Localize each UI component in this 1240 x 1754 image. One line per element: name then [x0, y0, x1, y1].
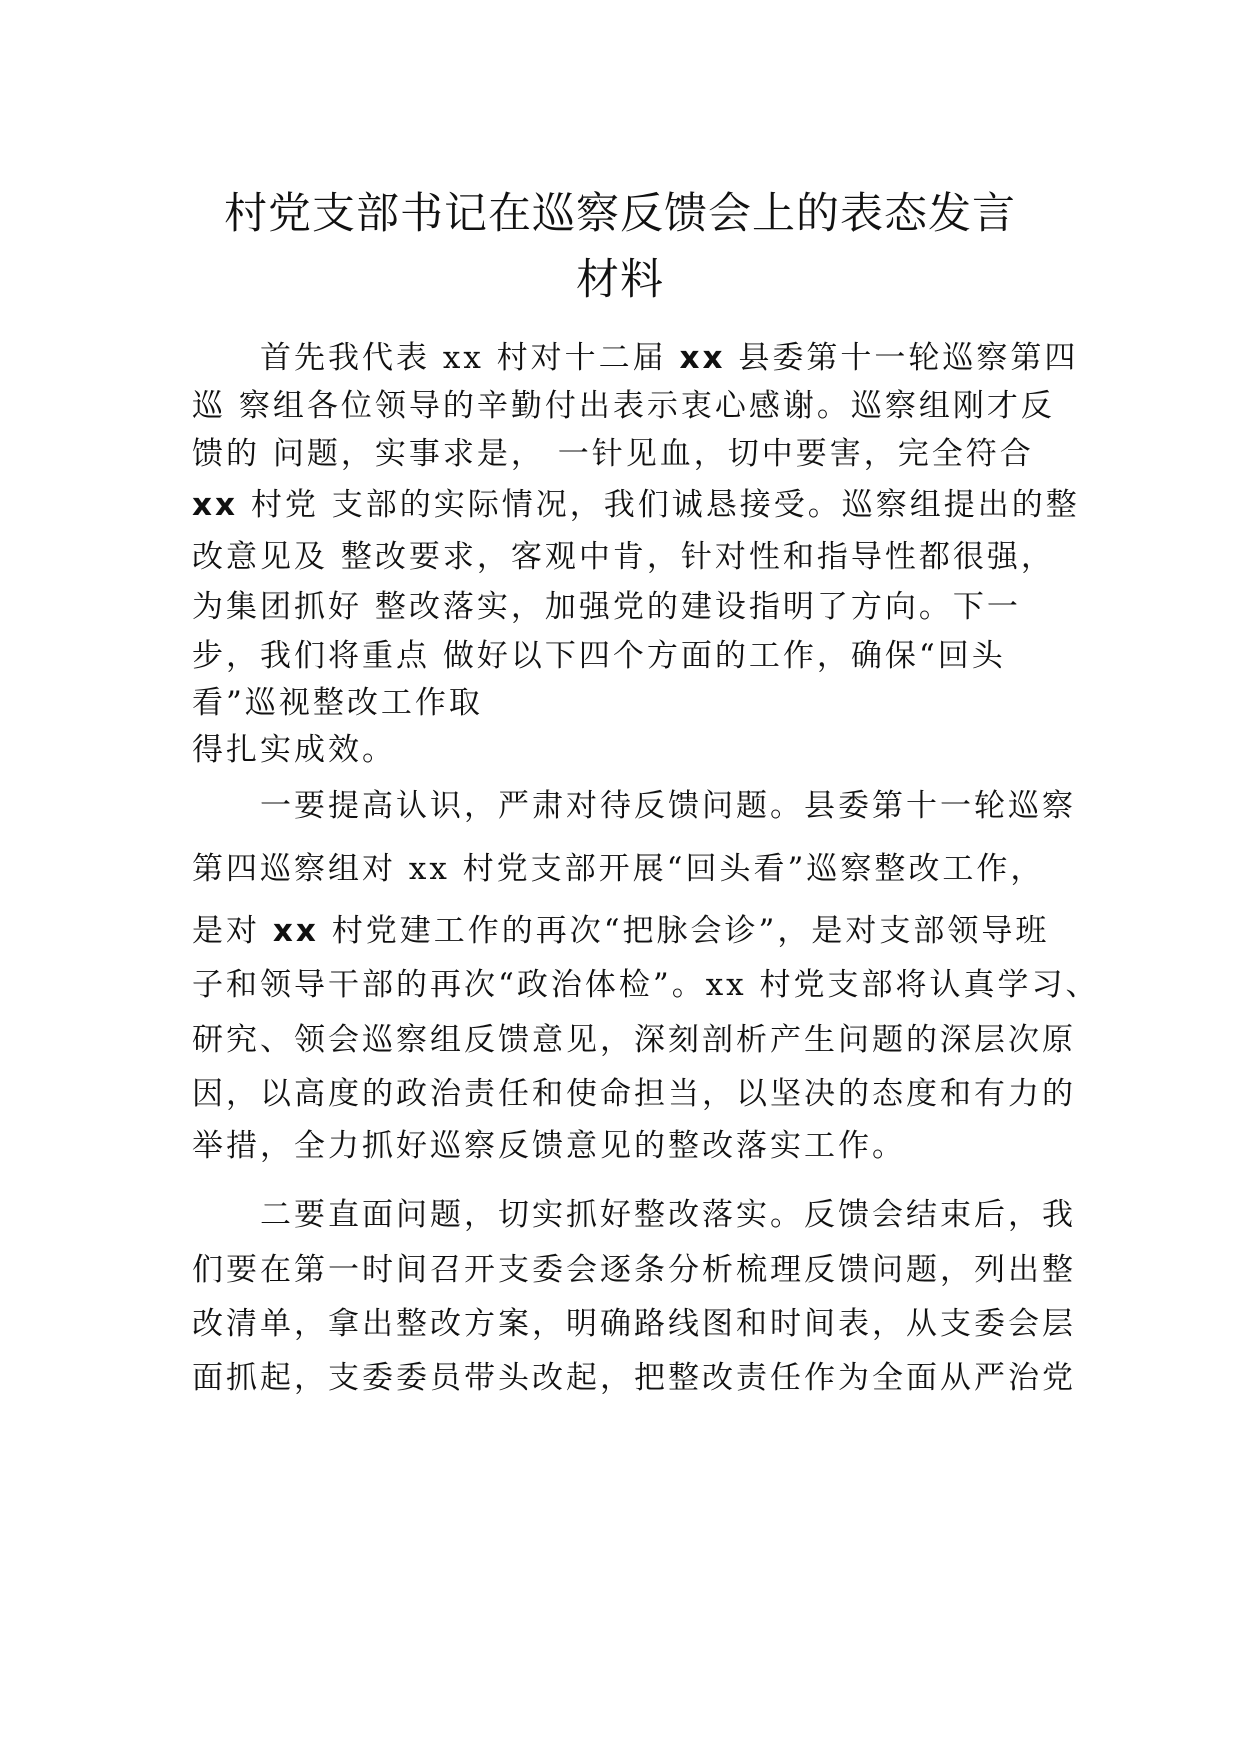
paragraph-1-line-4: xx 村党 支部的实际情况，我们诚恳接受。巡察组提出的整 [192, 487, 1080, 523]
paragraph-3-line-3: 改清单，拿出整改方案，明确路线图和时间表，从支委会层 [192, 1306, 1076, 1342]
paragraph-2-line-4: 子和领导干部的再次“政治体检”。xx 村党支部将认真学习、 [192, 967, 1100, 1003]
paragraph-2-line-1: 一要提高认识，严肃对待反馈问题。县委第十一轮巡察 [260, 788, 1076, 824]
paragraph-2-line-2: 第四巡察组对 xx 村党支部开展“回头看”巡察整改工作， [192, 851, 1045, 887]
paragraph-1-line-5: 改意见及 整改要求，客观中肯，针对性和指导性都很强， [192, 539, 1055, 575]
paragraph-2-line-7: 举措，全力抓好巡察反馈意见的整改落实工作。 [192, 1128, 906, 1164]
paragraph-1-line-9: 得扎实成效。 [192, 732, 396, 768]
paragraph-1-line-1: 首先我代表 xx 村对十二届 xx 县委第十一轮巡察第四 [260, 340, 1079, 376]
paragraph-2-line-6: 因，以高度的政治责任和使命担当，以坚决的态度和有力的 [192, 1076, 1076, 1112]
paragraph-1-line-7: 步，我们将重点 做好以下四个方面的工作，确保“回头 [192, 638, 1006, 674]
paragraph-3-line-1: 二要直面问题，切实抓好整改落实。反馈会结束后，我 [260, 1197, 1076, 1233]
paragraph-1-line-8: 看”巡视整改工作取 [192, 685, 483, 721]
paragraph-2-line-5: 研究、领会巡察组反馈意见，深刻剖析产生问题的深层次原 [192, 1022, 1076, 1058]
paragraph-2-line-3: 是对 xx 村党建工作的再次“把脉会诊”，是对支部领导班 [192, 913, 1050, 949]
paragraph-1-line-3: 馈的 问题，实事求是， 一针见血，切中要害，完全符合 [192, 436, 1034, 472]
paragraph-1-line-2: 巡 察组各位领导的辛勤付出表示衷心感谢。巡察组刚才反 [192, 388, 1055, 424]
document-title-line-1: 村党支部书记在巡察反馈会上的表态发言 [224, 189, 1016, 239]
paragraph-1-line-6: 为集团抓好 整改落实，加强党的建设指明了方向。下一 [192, 589, 1021, 625]
paragraph-3-line-4: 面抓起，支委委员带头改起，把整改责任作为全面从严治党 [192, 1360, 1076, 1396]
paragraph-3-line-2: 们要在第一时间召开支委会逐条分析梳理反馈问题，列出整 [192, 1252, 1076, 1288]
document-title-line-2: 材料 [576, 255, 664, 305]
